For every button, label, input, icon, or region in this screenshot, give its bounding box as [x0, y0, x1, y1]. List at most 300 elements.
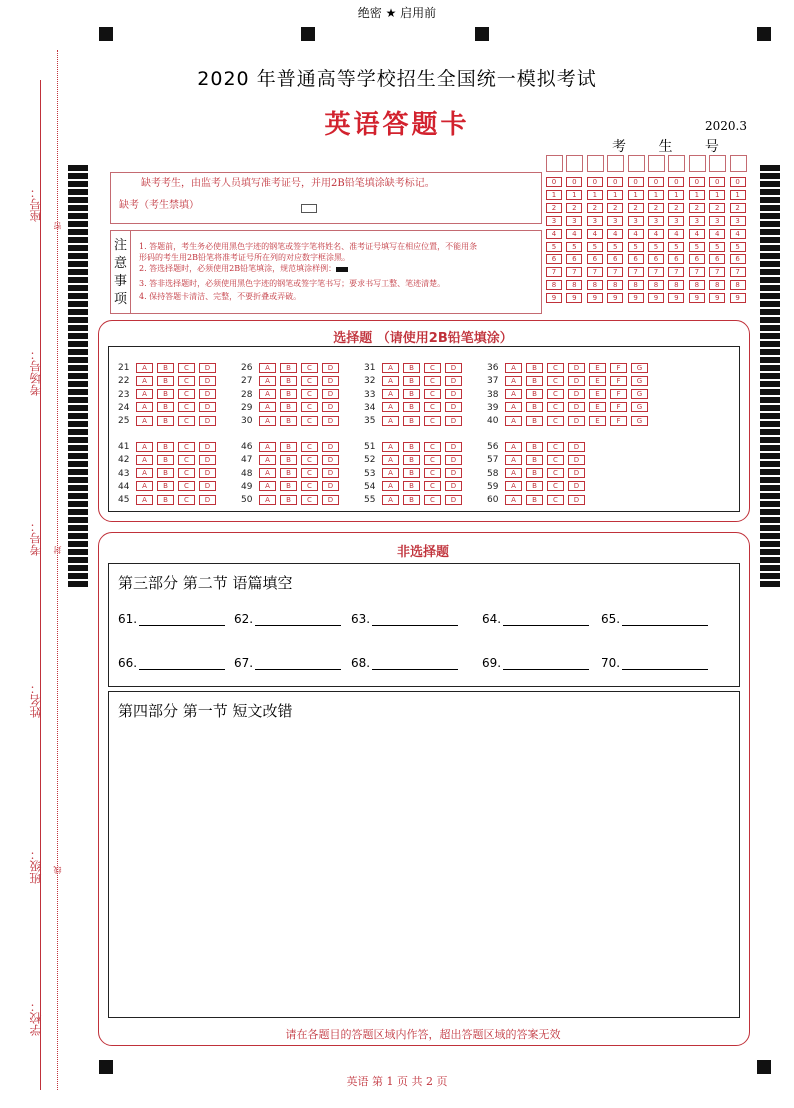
answer-bubble[interactable]: A [505, 481, 522, 491]
answer-bubble[interactable]: B [526, 389, 543, 399]
answer-bubble[interactable]: A [259, 376, 276, 386]
answer-bubble[interactable]: C [301, 442, 318, 452]
digit-bubble[interactable]: 5 [668, 242, 684, 252]
answer-bubble[interactable]: D [199, 495, 216, 505]
answer-bubble[interactable]: D [199, 442, 216, 452]
answer-bubble[interactable]: A [505, 416, 522, 426]
digit-bubble[interactable]: 5 [566, 242, 582, 252]
answer-bubble[interactable]: B [157, 468, 174, 478]
answer-bubble[interactable]: E [589, 363, 606, 373]
digit-bubble[interactable]: 4 [689, 229, 705, 239]
answer-bubble[interactable]: A [136, 495, 153, 505]
answer-bubble[interactable]: D [322, 389, 339, 399]
digit-bubble[interactable]: 1 [628, 190, 644, 200]
answer-bubble[interactable]: A [505, 402, 522, 412]
digit-write-box[interactable] [730, 155, 747, 172]
answer-bubble[interactable]: C [178, 455, 195, 465]
answer-bubble[interactable]: A [505, 455, 522, 465]
answer-bubble[interactable]: C [547, 495, 564, 505]
answer-bubble[interactable]: C [178, 495, 195, 505]
digit-bubble[interactable]: 5 [546, 242, 562, 252]
digit-bubble[interactable]: 7 [566, 267, 582, 277]
answer-bubble[interactable]: B [403, 363, 420, 373]
blank-answer[interactable] [601, 656, 708, 670]
digit-write-box[interactable] [709, 155, 726, 172]
answer-bubble[interactable]: B [157, 481, 174, 491]
answer-bubble[interactable]: A [382, 402, 399, 412]
answer-bubble[interactable]: D [199, 389, 216, 399]
answer-bubble[interactable]: A [259, 481, 276, 491]
answer-bubble[interactable]: B [526, 468, 543, 478]
digit-bubble[interactable]: 4 [648, 229, 664, 239]
digit-bubble[interactable]: 9 [689, 293, 705, 303]
answer-bubble[interactable]: D [568, 376, 585, 386]
answer-bubble[interactable]: D [568, 495, 585, 505]
answer-bubble[interactable]: C [178, 481, 195, 491]
digit-bubble[interactable]: 7 [648, 267, 664, 277]
answer-bubble[interactable]: C [301, 363, 318, 373]
answer-bubble[interactable]: B [403, 442, 420, 452]
blank-answer[interactable] [118, 612, 225, 626]
answer-bubble[interactable]: A [136, 468, 153, 478]
digit-bubble[interactable]: 9 [668, 293, 684, 303]
answer-bubble[interactable]: C [301, 481, 318, 491]
answer-bubble[interactable]: A [259, 442, 276, 452]
answer-bubble[interactable]: A [382, 376, 399, 386]
answer-bubble[interactable]: C [547, 481, 564, 491]
digit-bubble[interactable]: 3 [587, 216, 603, 226]
digit-bubble[interactable]: 2 [668, 203, 684, 213]
digit-bubble[interactable]: 9 [546, 293, 562, 303]
digit-bubble[interactable]: 7 [709, 267, 725, 277]
answer-bubble[interactable]: B [526, 495, 543, 505]
answer-bubble[interactable]: B [526, 442, 543, 452]
answer-bubble[interactable]: D [199, 402, 216, 412]
answer-bubble[interactable]: A [136, 442, 153, 452]
answer-bubble[interactable]: C [547, 389, 564, 399]
answer-bubble[interactable]: A [259, 455, 276, 465]
answer-bubble[interactable]: B [280, 468, 297, 478]
blank-line[interactable] [503, 657, 589, 670]
answer-bubble[interactable]: C [178, 363, 195, 373]
answer-bubble[interactable]: G [631, 416, 648, 426]
answer-bubble[interactable]: C [301, 455, 318, 465]
answer-bubble[interactable]: D [322, 402, 339, 412]
answer-bubble[interactable]: C [424, 468, 441, 478]
digit-bubble[interactable]: 2 [628, 203, 644, 213]
digit-write-box[interactable] [689, 155, 706, 172]
answer-bubble[interactable]: C [424, 389, 441, 399]
digit-bubble[interactable]: 7 [607, 267, 623, 277]
blank-answer[interactable] [351, 656, 458, 670]
digit-write-box[interactable] [628, 155, 645, 172]
answer-bubble[interactable]: F [610, 363, 627, 373]
digit-bubble[interactable]: 1 [648, 190, 664, 200]
answer-bubble[interactable]: F [610, 376, 627, 386]
answer-bubble[interactable]: C [301, 468, 318, 478]
answer-bubble[interactable]: B [157, 389, 174, 399]
answer-bubble[interactable]: B [403, 402, 420, 412]
answer-bubble[interactable]: C [424, 442, 441, 452]
blank-line[interactable] [255, 613, 341, 626]
digit-bubble[interactable]: 2 [730, 203, 746, 213]
blank-line[interactable] [139, 613, 225, 626]
answer-bubble[interactable]: G [631, 376, 648, 386]
answer-bubble[interactable]: D [568, 416, 585, 426]
digit-bubble[interactable]: 4 [709, 229, 725, 239]
answer-bubble[interactable]: D [199, 376, 216, 386]
answer-bubble[interactable]: C [547, 442, 564, 452]
answer-bubble[interactable]: D [568, 442, 585, 452]
answer-bubble[interactable]: D [322, 376, 339, 386]
answer-bubble[interactable]: B [526, 455, 543, 465]
digit-bubble[interactable]: 3 [730, 216, 746, 226]
answer-bubble[interactable]: A [382, 468, 399, 478]
digit-bubble[interactable]: 2 [566, 203, 582, 213]
answer-bubble[interactable]: B [403, 481, 420, 491]
digit-bubble[interactable]: 8 [648, 280, 664, 290]
digit-bubble[interactable]: 3 [648, 216, 664, 226]
digit-bubble[interactable]: 2 [648, 203, 664, 213]
answer-bubble[interactable]: D [568, 402, 585, 412]
answer-bubble[interactable]: C [301, 402, 318, 412]
blank-answer[interactable] [234, 656, 341, 670]
answer-bubble[interactable]: G [631, 389, 648, 399]
answer-bubble[interactable]: B [157, 402, 174, 412]
answer-bubble[interactable]: D [199, 416, 216, 426]
answer-bubble[interactable]: D [445, 495, 462, 505]
digit-bubble[interactable]: 6 [566, 254, 582, 264]
answer-bubble[interactable]: D [568, 389, 585, 399]
digit-bubble[interactable]: 0 [689, 177, 705, 187]
digit-bubble[interactable]: 4 [566, 229, 582, 239]
answer-bubble[interactable]: A [259, 402, 276, 412]
digit-bubble[interactable]: 1 [587, 190, 603, 200]
answer-bubble[interactable]: B [403, 416, 420, 426]
answer-bubble[interactable]: C [301, 389, 318, 399]
answer-bubble[interactable]: C [547, 363, 564, 373]
answer-bubble[interactable]: D [445, 442, 462, 452]
answer-bubble[interactable]: D [199, 468, 216, 478]
answer-bubble[interactable]: A [505, 376, 522, 386]
absent-mark-box[interactable] [301, 204, 317, 213]
digit-bubble[interactable]: 5 [689, 242, 705, 252]
digit-write-box[interactable] [546, 155, 563, 172]
digit-bubble[interactable]: 0 [607, 177, 623, 187]
answer-bubble[interactable]: C [178, 402, 195, 412]
digit-bubble[interactable]: 4 [587, 229, 603, 239]
answer-bubble[interactable]: B [403, 495, 420, 505]
digit-bubble[interactable]: 0 [668, 177, 684, 187]
blank-answer[interactable] [234, 612, 341, 626]
answer-bubble[interactable]: A [505, 468, 522, 478]
blank-answer[interactable] [118, 656, 225, 670]
answer-bubble[interactable]: B [280, 416, 297, 426]
answer-bubble[interactable]: E [589, 376, 606, 386]
answer-bubble[interactable]: A [136, 402, 153, 412]
answer-bubble[interactable]: B [280, 363, 297, 373]
digit-bubble[interactable]: 9 [709, 293, 725, 303]
answer-bubble[interactable]: E [589, 389, 606, 399]
blank-line[interactable] [372, 613, 458, 626]
digit-bubble[interactable]: 8 [730, 280, 746, 290]
digit-bubble[interactable]: 6 [587, 254, 603, 264]
digit-bubble[interactable]: 5 [628, 242, 644, 252]
answer-bubble[interactable]: A [382, 416, 399, 426]
digit-write-box[interactable] [648, 155, 665, 172]
digit-bubble[interactable]: 5 [730, 242, 746, 252]
blank-answer[interactable] [601, 612, 708, 626]
blank-line[interactable] [503, 613, 589, 626]
answer-bubble[interactable]: D [322, 468, 339, 478]
answer-bubble[interactable]: A [136, 363, 153, 373]
answer-bubble[interactable]: A [505, 442, 522, 452]
answer-bubble[interactable]: A [259, 416, 276, 426]
digit-bubble[interactable]: 5 [709, 242, 725, 252]
digit-bubble[interactable]: 1 [689, 190, 705, 200]
answer-bubble[interactable]: B [280, 389, 297, 399]
digit-bubble[interactable]: 6 [689, 254, 705, 264]
answer-bubble[interactable]: A [259, 363, 276, 373]
digit-bubble[interactable]: 2 [546, 203, 562, 213]
digit-bubble[interactable]: 3 [628, 216, 644, 226]
answer-bubble[interactable]: A [505, 389, 522, 399]
answer-bubble[interactable]: A [136, 416, 153, 426]
answer-bubble[interactable]: C [178, 376, 195, 386]
answer-bubble[interactable]: B [280, 455, 297, 465]
answer-bubble[interactable]: A [136, 455, 153, 465]
blank-line[interactable] [372, 657, 458, 670]
answer-bubble[interactable]: B [526, 363, 543, 373]
digit-bubble[interactable]: 6 [648, 254, 664, 264]
digit-bubble[interactable]: 4 [607, 229, 623, 239]
answer-bubble[interactable]: D [568, 468, 585, 478]
digit-bubble[interactable]: 7 [689, 267, 705, 277]
answer-bubble[interactable]: C [301, 416, 318, 426]
digit-bubble[interactable]: 2 [607, 203, 623, 213]
digit-bubble[interactable]: 6 [607, 254, 623, 264]
answer-bubble[interactable]: A [505, 495, 522, 505]
blank-answer[interactable] [351, 612, 458, 626]
digit-bubble[interactable]: 7 [546, 267, 562, 277]
digit-bubble[interactable]: 8 [709, 280, 725, 290]
answer-bubble[interactable]: E [589, 402, 606, 412]
answer-bubble[interactable]: C [547, 416, 564, 426]
answer-bubble[interactable]: D [199, 455, 216, 465]
answer-bubble[interactable]: G [631, 402, 648, 412]
answer-bubble[interactable]: B [157, 442, 174, 452]
answer-bubble[interactable]: F [610, 389, 627, 399]
digit-bubble[interactable]: 6 [668, 254, 684, 264]
digit-bubble[interactable]: 7 [628, 267, 644, 277]
digit-bubble[interactable]: 4 [668, 229, 684, 239]
digit-bubble[interactable]: 8 [689, 280, 705, 290]
digit-bubble[interactable]: 7 [730, 267, 746, 277]
answer-bubble[interactable]: C [424, 495, 441, 505]
digit-bubble[interactable]: 3 [607, 216, 623, 226]
answer-bubble[interactable]: C [424, 402, 441, 412]
digit-bubble[interactable]: 8 [566, 280, 582, 290]
digit-bubble[interactable]: 7 [587, 267, 603, 277]
digit-bubble[interactable]: 9 [648, 293, 664, 303]
answer-bubble[interactable]: D [322, 363, 339, 373]
answer-bubble[interactable]: A [259, 389, 276, 399]
blank-answer[interactable] [482, 612, 589, 626]
digit-bubble[interactable]: 1 [607, 190, 623, 200]
blank-line[interactable] [622, 657, 708, 670]
digit-bubble[interactable]: 1 [546, 190, 562, 200]
answer-bubble[interactable]: D [445, 481, 462, 491]
digit-bubble[interactable]: 1 [709, 190, 725, 200]
digit-bubble[interactable]: 6 [730, 254, 746, 264]
digit-bubble[interactable]: 1 [566, 190, 582, 200]
answer-bubble[interactable]: B [403, 468, 420, 478]
digit-bubble[interactable]: 0 [648, 177, 664, 187]
answer-bubble[interactable]: B [403, 389, 420, 399]
digit-bubble[interactable]: 0 [587, 177, 603, 187]
answer-bubble[interactable]: A [259, 495, 276, 505]
answer-bubble[interactable]: C [547, 402, 564, 412]
answer-bubble[interactable]: C [301, 376, 318, 386]
answer-bubble[interactable]: C [424, 363, 441, 373]
answer-bubble[interactable]: F [610, 402, 627, 412]
digit-bubble[interactable]: 3 [709, 216, 725, 226]
answer-bubble[interactable]: D [568, 363, 585, 373]
digit-bubble[interactable]: 8 [607, 280, 623, 290]
answer-bubble[interactable]: D [445, 402, 462, 412]
answer-bubble[interactable]: D [322, 455, 339, 465]
answer-bubble[interactable]: C [547, 376, 564, 386]
digit-bubble[interactable]: 1 [668, 190, 684, 200]
answer-bubble[interactable]: C [424, 416, 441, 426]
digit-bubble[interactable]: 0 [709, 177, 725, 187]
answer-bubble[interactable]: A [259, 468, 276, 478]
answer-bubble[interactable]: D [322, 442, 339, 452]
answer-bubble[interactable]: B [280, 442, 297, 452]
answer-bubble[interactable]: D [199, 481, 216, 491]
answer-bubble[interactable]: C [178, 468, 195, 478]
answer-bubble[interactable]: C [178, 442, 195, 452]
digit-bubble[interactable]: 9 [607, 293, 623, 303]
digit-bubble[interactable]: 8 [668, 280, 684, 290]
answer-bubble[interactable]: C [178, 416, 195, 426]
digit-bubble[interactable]: 5 [607, 242, 623, 252]
answer-bubble[interactable]: B [157, 363, 174, 373]
digit-bubble[interactable]: 4 [546, 229, 562, 239]
answer-bubble[interactable]: A [382, 442, 399, 452]
answer-bubble[interactable]: D [445, 376, 462, 386]
digit-bubble[interactable]: 2 [709, 203, 725, 213]
digit-bubble[interactable]: 0 [628, 177, 644, 187]
digit-bubble[interactable]: 4 [628, 229, 644, 239]
answer-bubble[interactable]: G [631, 363, 648, 373]
answer-bubble[interactable]: C [178, 389, 195, 399]
answer-bubble[interactable]: F [610, 416, 627, 426]
answer-bubble[interactable]: A [382, 363, 399, 373]
answer-bubble[interactable]: B [157, 376, 174, 386]
digit-bubble[interactable]: 2 [587, 203, 603, 213]
answer-bubble[interactable]: B [526, 481, 543, 491]
answer-bubble[interactable]: A [382, 495, 399, 505]
answer-bubble[interactable]: B [526, 416, 543, 426]
digit-write-box[interactable] [607, 155, 624, 172]
digit-bubble[interactable]: 0 [730, 177, 746, 187]
digit-write-box[interactable] [587, 155, 604, 172]
answer-bubble[interactable]: D [445, 416, 462, 426]
answer-bubble[interactable]: C [547, 455, 564, 465]
digit-bubble[interactable]: 9 [587, 293, 603, 303]
answer-bubble[interactable]: B [157, 455, 174, 465]
blank-line[interactable] [622, 613, 708, 626]
digit-bubble[interactable]: 9 [566, 293, 582, 303]
answer-bubble[interactable]: B [280, 495, 297, 505]
digit-bubble[interactable]: 0 [546, 177, 562, 187]
answer-bubble[interactable]: D [568, 455, 585, 465]
answer-bubble[interactable]: B [280, 481, 297, 491]
answer-bubble[interactable]: D [322, 416, 339, 426]
answer-bubble[interactable]: B [157, 416, 174, 426]
digit-bubble[interactable]: 5 [587, 242, 603, 252]
digit-bubble[interactable]: 9 [730, 293, 746, 303]
answer-bubble[interactable]: C [424, 376, 441, 386]
digit-bubble[interactable]: 3 [668, 216, 684, 226]
digit-bubble[interactable]: 0 [566, 177, 582, 187]
digit-bubble[interactable]: 9 [628, 293, 644, 303]
answer-bubble[interactable]: D [445, 363, 462, 373]
digit-bubble[interactable]: 3 [689, 216, 705, 226]
digit-bubble[interactable]: 2 [689, 203, 705, 213]
digit-bubble[interactable]: 6 [628, 254, 644, 264]
answer-bubble[interactable]: D [322, 481, 339, 491]
answer-bubble[interactable]: C [301, 495, 318, 505]
answer-bubble[interactable]: A [382, 481, 399, 491]
digit-bubble[interactable]: 4 [730, 229, 746, 239]
digit-bubble[interactable]: 6 [546, 254, 562, 264]
answer-bubble[interactable]: D [445, 455, 462, 465]
answer-bubble[interactable]: A [382, 389, 399, 399]
answer-bubble[interactable]: B [526, 402, 543, 412]
answer-bubble[interactable]: B [280, 402, 297, 412]
answer-bubble[interactable]: B [403, 455, 420, 465]
answer-bubble[interactable]: B [157, 495, 174, 505]
blank-line[interactable] [139, 657, 225, 670]
digit-write-box[interactable] [566, 155, 583, 172]
blank-answer[interactable] [482, 656, 589, 670]
answer-bubble[interactable]: C [547, 468, 564, 478]
answer-bubble[interactable]: B [526, 376, 543, 386]
answer-bubble[interactable]: A [505, 363, 522, 373]
answer-bubble[interactable]: A [136, 481, 153, 491]
blank-line[interactable] [255, 657, 341, 670]
answer-bubble[interactable]: E [589, 416, 606, 426]
digit-bubble[interactable]: 6 [709, 254, 725, 264]
answer-bubble[interactable]: C [424, 481, 441, 491]
digit-bubble[interactable]: 8 [628, 280, 644, 290]
answer-bubble[interactable]: D [445, 468, 462, 478]
answer-bubble[interactable]: B [280, 376, 297, 386]
digit-bubble[interactable]: 3 [546, 216, 562, 226]
answer-bubble[interactable]: A [382, 455, 399, 465]
digit-bubble[interactable]: 3 [566, 216, 582, 226]
digit-write-box[interactable] [668, 155, 685, 172]
digit-bubble[interactable]: 5 [648, 242, 664, 252]
digit-bubble[interactable]: 8 [587, 280, 603, 290]
answer-bubble[interactable]: D [199, 363, 216, 373]
digit-bubble[interactable]: 8 [546, 280, 562, 290]
answer-bubble[interactable]: C [424, 455, 441, 465]
digit-bubble[interactable]: 1 [730, 190, 746, 200]
answer-bubble[interactable]: D [322, 495, 339, 505]
